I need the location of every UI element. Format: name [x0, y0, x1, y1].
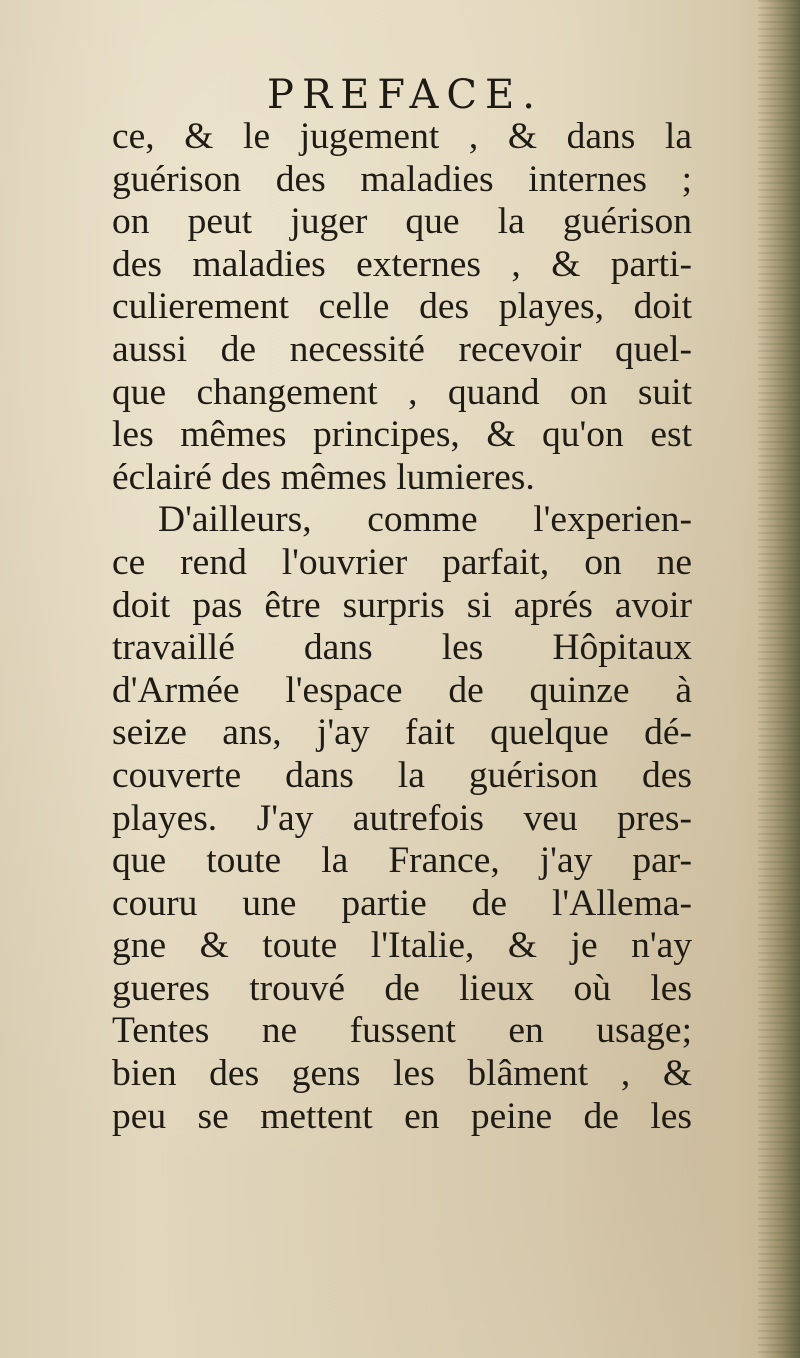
- text-line: gueres trouvé de lieux où les: [112, 967, 692, 1009]
- text-line: ce rend l'ouvrier parfait, on ne: [112, 541, 692, 583]
- text-line: que toute la France, j'ay par-: [112, 840, 692, 882]
- text-line: d'Armée l'espace de quinze à: [112, 669, 692, 711]
- text-line: culierement celle des playes, doit: [112, 286, 692, 328]
- text-line: doit pas être surpris si aprés avoir: [112, 584, 692, 626]
- text-line: aussi de necessité recevoir quel-: [112, 328, 692, 370]
- text-line: les mêmes principes, & qu'on est: [112, 414, 692, 456]
- text-line: peu se mettent en peine de les: [112, 1095, 692, 1137]
- body-text: [112, 116, 692, 1138]
- page-edge-gutter: [758, 0, 800, 1358]
- text-line: seize ans, j'ay fait quelque dé-: [112, 712, 692, 754]
- text-line: on peut juger que la guérison: [112, 201, 692, 243]
- text-line: des maladies externes , & parti-: [112, 243, 692, 285]
- text-line: bien des gens les blâment , &: [112, 1053, 692, 1095]
- text-line: playes. J'ay autrefois veu pres-: [112, 797, 692, 839]
- text-line: éclairé des mêmes lumieres.: [112, 456, 535, 498]
- text-line: Tentes ne fussent en usage;: [112, 1010, 692, 1052]
- text-line: D'ailleurs, comme l'experien-: [158, 499, 692, 541]
- text-line: couverte dans la guérison des: [112, 754, 692, 796]
- running-title: PREFACE.: [267, 72, 543, 118]
- text-line: gne & toute l'Italie, & je n'ay: [112, 925, 692, 967]
- text-line: ce, & le jugement , & dans la: [112, 116, 692, 157]
- text-line: travaillé dans les Hôpitaux: [112, 627, 692, 669]
- text-line: couru une partie de l'Allema-: [112, 882, 692, 924]
- text-line: guérison des maladies internes ;: [112, 158, 692, 200]
- text-line: que changement , quand on suit: [112, 371, 692, 413]
